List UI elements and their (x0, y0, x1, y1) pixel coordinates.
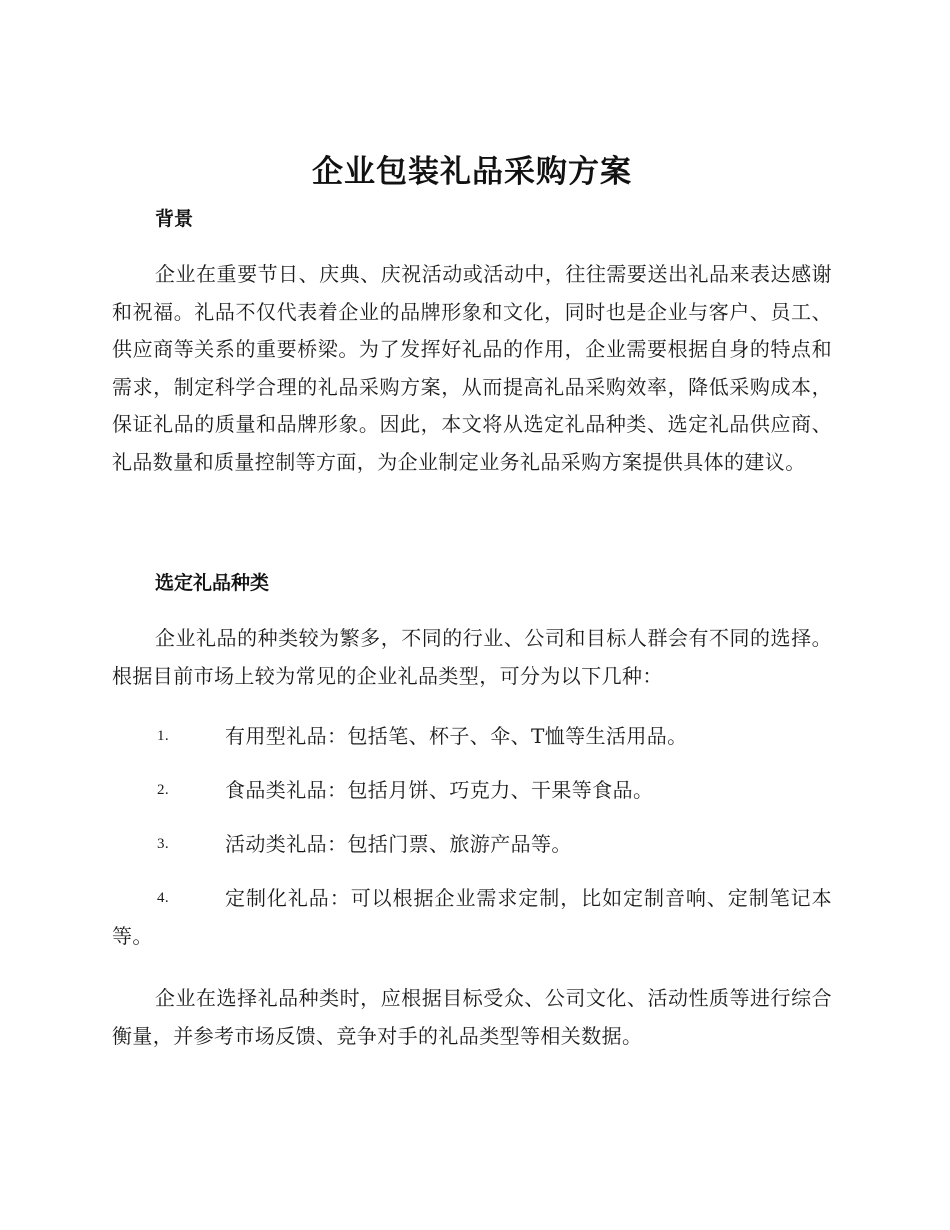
list-item-text: 定制化礼品：可以根据企业需求定制，比如定制音响、定制笔记本等。 (112, 886, 832, 948)
list-item (112, 718, 832, 756)
gift-types-closing-paragraph: 企业在选择礼品种类时，应根据目标受众、公司文化、活动性质等进行综合衡量，并参考市场反馈、竞争对手的礼品类型等相关数据。 (112, 986, 832, 1048)
list-item (112, 826, 832, 864)
list-item-number: 4. (157, 890, 170, 906)
background-paragraph: 企业在重要节日、庆典、庆祝活动或活动中，往往需要送出礼品来表达感谢和祝福。礼品不仅代表着企业的品牌形象和文化，同时也是企业与客户、员工、供应商等关系的重要桥梁。为了发挥好礼品的作用，企业需要根据自身的特点和需求，制定科学合理的礼品采购方案，从而提高礼品采购效率，降低采购成本，保证礼品的质量和品牌形象。因此，本文将从选定礼品种类、选定礼品供应商、礼品数量和质量控制等方面，为企业制定业务礼品采购方案提供具体的建议。 (112, 262, 832, 474)
list-item-number: 1. (157, 728, 170, 744)
list-item-number: 3. (157, 836, 170, 852)
gift-types-intro-paragraph: 企业礼品的种类较为繁多，不同的行业、公司和目标人群会有不同的选择。根据目前市场上较为常见的企业礼品类型，可分为以下几种： (112, 626, 832, 688)
list-item (112, 772, 832, 810)
list-item (112, 880, 832, 955)
list-item-text: 有用型礼品：包括笔、杯子、伞、T恤等生活用品。 (225, 724, 688, 748)
section-heading-gift-types: 选定礼品种类 (155, 572, 270, 594)
list-item-text: 食品类礼品：包括月饼、巧克力、干果等食品。 (225, 778, 654, 802)
list-item-text: 活动类礼品：包括门票、旅游产品等。 (225, 832, 572, 856)
section-heading-background: 背景 (155, 208, 194, 230)
list-item-number: 2. (157, 782, 170, 798)
document-title: 企业包装礼品采购方案 (312, 154, 632, 190)
